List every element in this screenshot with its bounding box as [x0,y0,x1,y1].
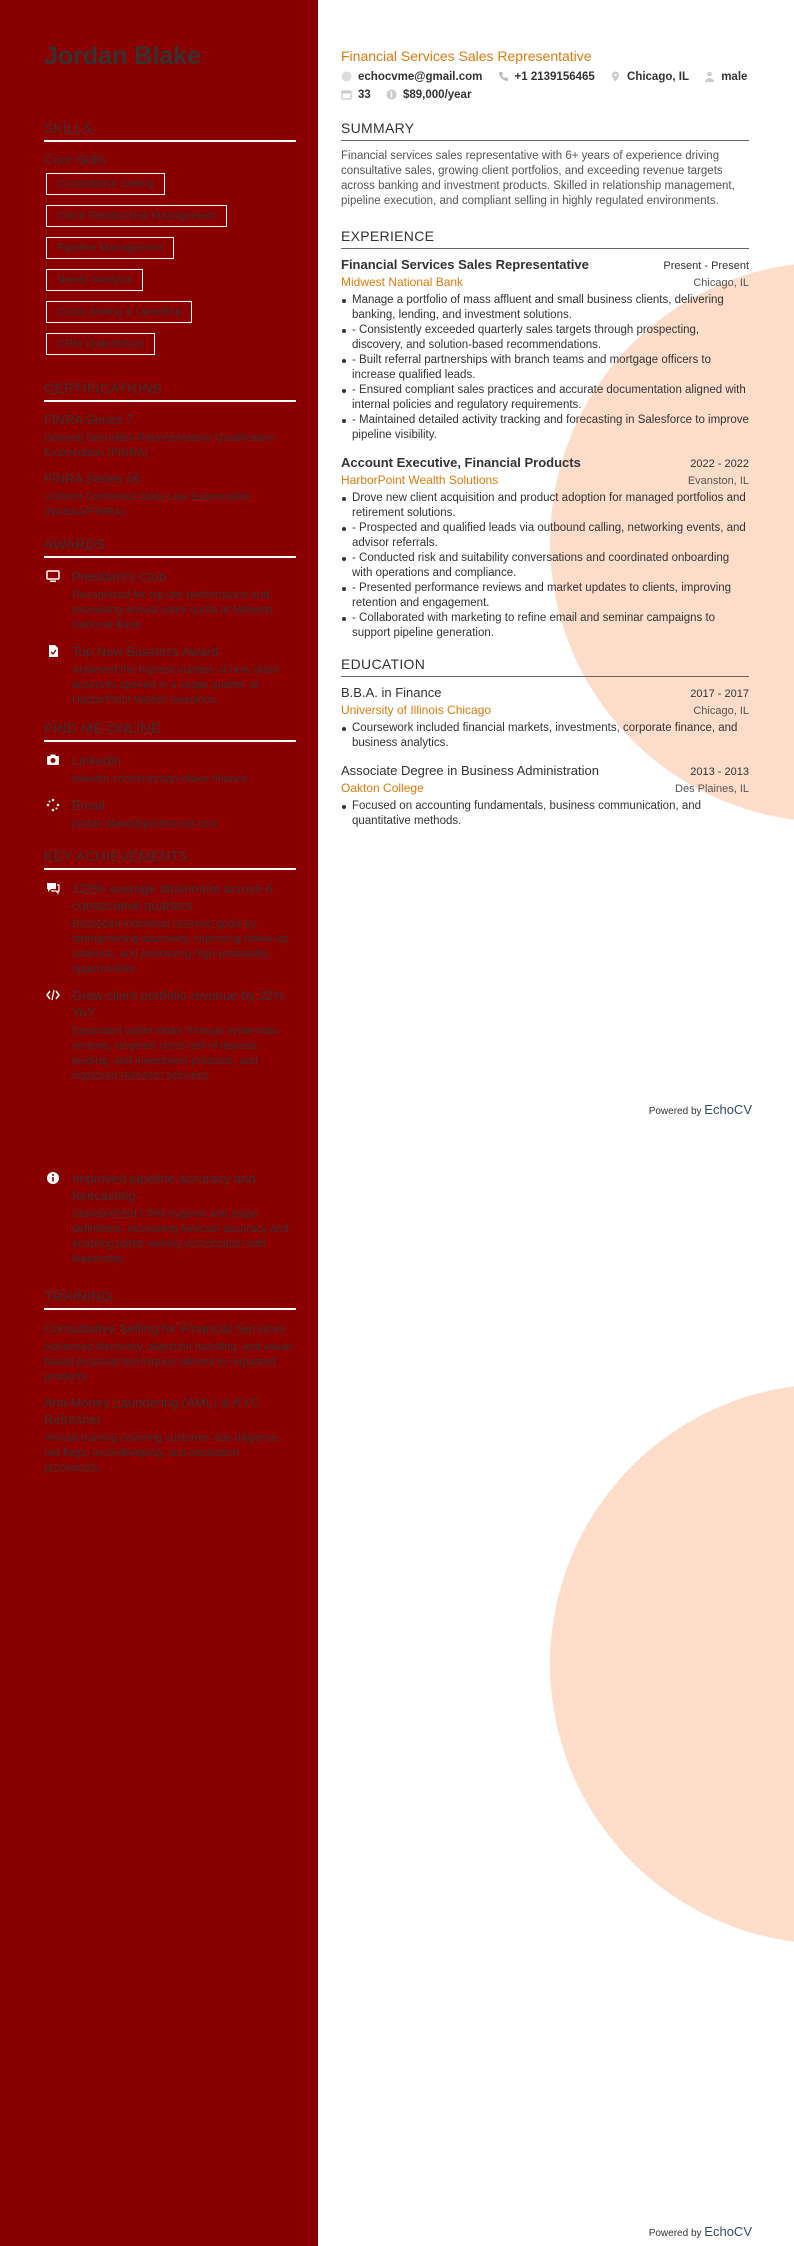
awards-title: AWARDS [44,536,296,558]
powered-by-footer-page-2 [649,2224,752,2239]
gender-text: male [721,71,748,83]
experience-entry [341,257,749,443]
camera-icon [46,753,60,767]
experience-section [341,228,749,649]
skill-chip: Client Relationship Management [46,205,227,227]
phone-icon [498,71,509,82]
location-text: Chicago, IL [627,71,689,83]
skills-section [44,120,296,365]
online-section [44,720,296,842]
degree: B.B.A. in Finance [341,685,442,700]
powered-by-footer-page-1 [649,1102,752,1117]
contact-row-1 [341,71,759,83]
bullet-list [341,293,749,443]
bullet: - Collaborated with marketing to refine email and seminar campaigns to support pipeline generation. [341,611,749,641]
document-icon [46,644,60,658]
job-title: Financial Services Sales Representative [341,48,592,64]
location-pin-icon [610,71,621,82]
contact-location [610,71,689,83]
linkedin-link[interactable]: linkedin.com/in/jordan-blake-finance [72,773,248,785]
award-name: Top New Business Award [72,644,219,659]
experience-entry [341,455,749,641]
location: Evanston, IL [687,475,749,487]
achievement-item [44,880,296,977]
award-desc: Recognized for top-tier performance and exceeding annual sales quota at Midwest National Bank. [72,589,274,631]
skill-chip: Cross-Selling & Upselling [46,301,192,323]
training-name: Anti-Money Laundering (AML) & KYC Refresher [44,1395,261,1427]
summary-title: SUMMARY [341,120,749,141]
achievement-desc: Expanded wallet share through systematic reviews, targeted cross-sell of deposit, lending, and investment products, and improved retention activities. [72,1025,279,1082]
contact-phone[interactable] [498,71,595,83]
bullet: - Presented performance reviews and market updates to clients, improving retention and engagement. [341,581,749,611]
location: Des Plaines, IL [675,783,749,795]
employer: Midwest National Bank [341,275,464,289]
training-name: Consultative Selling for Financial Services [44,1321,287,1336]
chat-icon [46,881,60,895]
summary-section [341,120,749,209]
training-desc: Advanced discovery, objection handling, and value-based proposal techniques tailored to regulated products. [44,1341,294,1383]
school: Oakton College [341,781,424,795]
bullet: Focused on accounting fundamentals, business communication, and quantitative methods. [341,799,749,829]
achievement-item [44,1170,296,1267]
coin-icon [386,89,397,100]
achievement-name: 128% average attainment across 6 consecutive quarters [72,881,273,913]
achievement-name: Grew client portfolio revenue by 32% YoY [72,988,285,1020]
email-text: echocvme@gmail.com [358,71,483,83]
brand-logo[interactable]: EchoCV [704,1102,752,1117]
skill-chip: Pipeline Management [46,237,174,259]
awards-section [44,536,296,718]
achievement-desc: Standardized CRM hygiene and stage definitions, increasing forecast accuracy and enabling better weekly prioritization with leadership. [72,1208,289,1265]
code-icon [46,988,60,1002]
bullet: Drove new client acquisition and product adoption for managed portfolios and retirement solutions. [341,491,749,521]
location: Chicago, IL [693,705,749,717]
award-item [44,568,296,633]
network-icon [46,798,60,812]
training-section [44,1288,296,1485]
cert-desc: Uniform Combined State Law Examination (NASAA/FINRA). [44,491,252,518]
contact-age [341,89,371,101]
contact-gender [704,71,747,83]
bullet: - Built referral partnerships with branch teams and mortgage officers to increase qualified leads. [341,353,749,383]
education-entry [341,685,749,751]
info-icon [46,1171,60,1185]
age-text: 33 [358,89,371,101]
skill-chip: Needs Analysis [46,269,143,291]
brand-logo[interactable]: EchoCV [704,2224,752,2239]
achievements-section [44,848,296,1094]
cert-name: FINRA Series 7 [44,412,134,427]
candidate-name: Jordan Blake [44,42,202,70]
bullet-list [341,721,749,751]
online-item [44,797,296,832]
award-desc: Achieved the highest number of new client accounts opened in a single quarter at HarborPoint Wealth Solutions. [72,664,279,706]
online-item [44,752,296,787]
date-range: Present - Present [663,260,749,272]
award-item [44,643,296,708]
contact-row-2 [341,89,483,101]
powered-by-text: Powered by [648,1106,702,1117]
bullet: Manage a portfolio of mass affluent and small business clients, delivering banking, lending, and investment solutions. [341,293,749,323]
school: University of Illinois Chicago [341,703,492,717]
summary-text: Financial services sales representative with 6+ years of experience driving consultative sales, growing client portfolios, and exceeding revenue targets across banking and investment products. Skilled in relationship management, pipeline execution, and compliant selling in highly regulated environments. [341,150,735,207]
online-name: Email [72,798,105,813]
bullet: - Consistently exceeded quarterly sales targets through prospecting, discovery, and solution-based recommendations. [341,323,749,353]
employer: HarborPoint Wealth Solutions [341,473,499,487]
powered-by-text: Powered by [648,2228,702,2239]
achievements-section-continued [44,1170,296,1277]
degree: Associate Degree in Business Administration [341,763,599,778]
bullet: - Prospected and qualified leads via outbound calling, networking events, and advisor referrals. [341,521,749,551]
bullet: - Ensured compliant sales practices and accurate documentation aligned with internal policies and regulatory requirements. [341,383,749,413]
location: Chicago, IL [693,277,749,289]
bullet-list [341,799,749,829]
bullet: - Maintained detailed activity tracking and forecasting in Salesforce to improve pipeline visibility. [341,413,749,443]
contact-email[interactable] [341,71,482,83]
date-range: 2022 - 2022 [690,458,749,470]
date-range: 2013 - 2013 [690,766,749,778]
contact-salary [386,89,471,101]
bullet-list [341,491,749,641]
education-section [341,656,749,837]
achievement-name: Improved pipeline accuracy and forecasting [72,1171,256,1203]
education-entry [341,763,749,829]
date-range: 2017 - 2017 [690,688,749,700]
achievement-desc: Exceeded individual revenue goals by strengthening discovery, improving follow-up cadence, and prioritizing high-probability opportunities. [72,918,289,975]
calendar-icon [341,89,352,100]
monitor-icon [46,569,60,583]
online-title: FIND ME ONLINE [44,720,296,742]
skill-chip: CRM (Salesforce) [46,333,155,355]
certifications-section [44,380,296,530]
bullet: - Conducted risk and suitability conversations and coordinated onboarding with operations and compliance. [341,551,749,581]
online-name: LinkedIn [72,753,122,768]
achievements-title: KEY ACHIEVEMENTS [44,848,296,870]
education-title: EDUCATION [341,656,749,677]
cert-name: FINRA Series 66 [44,471,141,486]
salary-text: $89,000/year [403,89,472,101]
role: Financial Services Sales Representative [341,257,589,272]
person-icon [704,71,715,82]
bullet: Coursework included financial markets, investments, corporate finance, and business analytics. [341,721,749,751]
skill-category: Core Skills [44,152,107,167]
phone-text: +1 2139156465 [514,71,595,83]
award-name: President's Club [72,569,167,584]
skill-chip: Consultative Selling [46,173,165,195]
skills-title: SKILLS [44,120,296,142]
role: Account Executive, Financial Products [341,455,581,470]
achievement-item [44,987,296,1084]
email-icon [341,71,352,82]
decorative-circle-bottom [550,1384,794,1944]
email-link[interactable]: jordan.blake@protonmail.com [72,818,219,830]
training-desc: Annual training covering customer due diligence, red flags, recordkeeping, and escalation procedures. [44,1432,282,1474]
experience-title: EXPERIENCE [341,228,749,249]
cert-desc: General Securities Representative Qualification Examination (FINRA). [44,432,276,459]
training-title: TRAINING [44,1288,296,1310]
certifications-title: CERTIFICATIONS [44,380,296,402]
